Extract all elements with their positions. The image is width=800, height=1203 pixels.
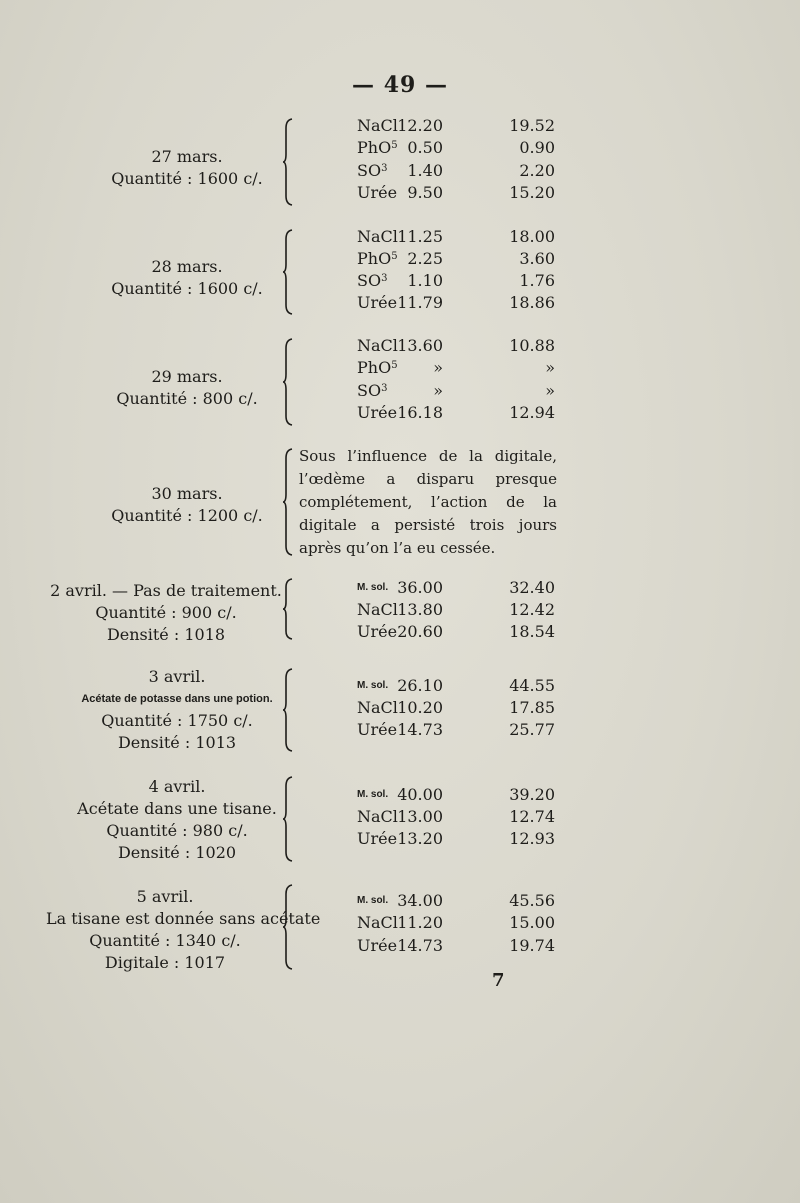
- entry-date: 5 avril.: [136, 887, 194, 906]
- entry-density: Densité : 1020: [117, 843, 237, 862]
- entry-treatment: La tisane est donnée sans acétate: [46, 909, 321, 928]
- row-value-2: »: [545, 358, 555, 377]
- row-value-2: 3.60: [519, 249, 555, 268]
- row-value-1: 13.60: [397, 336, 443, 355]
- entry-27-mars-label: [92, 146, 282, 190]
- row-value-2: 39.20: [509, 785, 555, 804]
- row-value-2: 2.20: [519, 161, 555, 180]
- entry-quantity: Quantité : 900 c/.: [95, 603, 237, 622]
- entry-quantity: Quantité : 800 c/.: [116, 389, 258, 408]
- brace: [282, 229, 294, 315]
- brace: [282, 668, 294, 752]
- row-label: M. sol.: [357, 789, 389, 800]
- entry-date: 28 mars.: [151, 257, 223, 276]
- row-value-2: 17.85: [509, 698, 555, 717]
- entry-2-avril-label: [48, 580, 284, 646]
- entry-treatment: Acétate dans une tisane.: [77, 799, 277, 818]
- row-label: NaCl: [357, 913, 398, 932]
- row-label: NaCl: [357, 336, 398, 355]
- row-value-2: 15.00: [509, 913, 555, 932]
- entry-date: 3 avril.: [148, 667, 206, 686]
- entry-28-mars-label: [92, 256, 282, 300]
- row-value-2: 25.77: [509, 720, 555, 739]
- row-value-2: 1.76: [519, 271, 555, 290]
- row-value-1: 11.25: [397, 227, 443, 246]
- row-value-1: 36.00: [397, 578, 443, 597]
- table-row: [357, 599, 555, 621]
- entry-4-avril-label: [70, 776, 284, 864]
- row-label: NaCl: [357, 116, 398, 135]
- row-label: $SO^3$: [357, 161, 388, 180]
- row-value-2: 44.55: [509, 676, 555, 695]
- row-label: M. sol.: [357, 895, 389, 906]
- row-value-2: 12.94: [509, 403, 555, 422]
- entry-density: Densité : 1013: [117, 733, 237, 752]
- entry-5-avril-label: [46, 886, 321, 974]
- row-value-2: 45.56: [509, 891, 555, 910]
- row-label: Urée: [357, 829, 398, 848]
- row-value-1: 10.20: [397, 698, 443, 717]
- entry-quantity: Quantité : 1600 c/.: [111, 279, 263, 298]
- table-row: [357, 719, 555, 741]
- row-label: Urée: [357, 936, 398, 955]
- table-row: [357, 137, 555, 159]
- table-row: [357, 402, 555, 424]
- row-value-2: 12.42: [509, 600, 555, 619]
- entry-quantity: Quantité : 1600 c/.: [111, 169, 263, 188]
- row-value-2: 18.00: [509, 227, 555, 246]
- row-value-1: 16.18: [397, 403, 443, 422]
- row-label: NaCl: [357, 807, 398, 826]
- entry-quantity: Quantité : 1340 c/.: [89, 931, 241, 950]
- entry-density: Densité : 1018: [106, 625, 226, 644]
- row-label: Urée: [357, 622, 398, 641]
- row-value-2: 32.40: [509, 578, 555, 597]
- entry-date: 30 mars.: [151, 484, 223, 503]
- row-value-1: 13.20: [397, 829, 443, 848]
- table-row: [357, 160, 555, 182]
- brace: [282, 118, 294, 206]
- brace: [282, 578, 294, 640]
- row-value-1: 12.20: [397, 116, 443, 135]
- row-value-1: 20.60: [397, 622, 443, 641]
- observation-note: Sous l’influence de la digitale, l’œdème a disparu presque complétement, l’action de la digitale a persisté trois jours après qu’on l’a eu cessée.: [299, 447, 557, 557]
- row-value-2: »: [545, 381, 555, 400]
- row-label: $SO^3$: [357, 271, 388, 290]
- row-value-1: 34.00: [397, 891, 443, 910]
- table-row: [357, 335, 555, 357]
- entry-date: 29 mars.: [151, 367, 223, 386]
- row-value-2: 18.86: [509, 293, 555, 312]
- row-value-1: 40.00: [397, 785, 443, 804]
- row-value-2: 12.74: [509, 807, 555, 826]
- table-row: [357, 115, 555, 137]
- row-value-1: 14.73: [397, 936, 443, 955]
- row-label: Urée: [357, 183, 398, 202]
- table-row: [357, 890, 555, 912]
- brace: [282, 338, 294, 426]
- row-label: Urée: [357, 293, 398, 312]
- row-label: PhO$^5$: [357, 249, 398, 268]
- table-row: [357, 270, 555, 292]
- table-row: [357, 292, 555, 314]
- row-value-1: 26.10: [397, 676, 443, 695]
- row-label: Urée: [357, 720, 398, 739]
- row-value-2: 0.90: [519, 138, 555, 157]
- row-value-1: 14.73: [397, 720, 443, 739]
- table-row: [357, 806, 555, 828]
- table-row: [357, 784, 555, 806]
- row-label: PhO$^5$: [357, 358, 398, 377]
- table-row: [357, 675, 555, 697]
- row-value-2: 18.54: [509, 622, 555, 641]
- table-row: [357, 182, 555, 204]
- row-label: M. sol.: [357, 582, 389, 593]
- entry-date: 2 avril. — Pas de traitement.: [50, 581, 282, 600]
- entry-quantity: Quantité : 1750 c/.: [101, 711, 253, 730]
- table-row: [357, 912, 555, 934]
- row-label: NaCl: [357, 227, 398, 246]
- table-row: [357, 248, 555, 270]
- table-row: [357, 697, 555, 719]
- row-label: NaCl: [357, 600, 398, 619]
- table-row: [357, 828, 555, 850]
- entry-treatment: Acétate de potasse dans une potion.: [81, 693, 273, 705]
- row-value-1: 11.20: [397, 913, 443, 932]
- row-value-2: 10.88: [509, 336, 555, 355]
- row-value-1: »: [433, 358, 443, 377]
- row-value-1: 1.10: [407, 271, 443, 290]
- row-label: NaCl: [357, 698, 398, 717]
- entry-quantity: Quantité : 1200 c/.: [111, 506, 263, 525]
- row-label: Urée: [357, 403, 398, 422]
- row-value-2: 19.74: [509, 936, 555, 955]
- row-value-1: 2.25: [407, 249, 443, 268]
- table-row: [357, 935, 555, 957]
- row-value-1: 0.50: [407, 138, 443, 157]
- table-row: [357, 621, 555, 643]
- row-value-2: 19.52: [509, 116, 555, 135]
- table-row: [357, 577, 555, 599]
- row-value-1: 13.00: [397, 807, 443, 826]
- table-row: [357, 357, 555, 379]
- entry-3-avril-label: [70, 666, 284, 754]
- entry-quantity: Quantité : 980 c/.: [106, 821, 248, 840]
- row-value-2: 12.93: [509, 829, 555, 848]
- footer-signature-number: 7: [492, 970, 505, 991]
- entry-29-mars-label: [92, 366, 282, 410]
- brace: [282, 776, 294, 862]
- row-value-2: 15.20: [509, 183, 555, 202]
- row-value-1: »: [433, 381, 443, 400]
- row-value-1: 1.40: [407, 161, 443, 180]
- table-row: [357, 226, 555, 248]
- brace: [282, 884, 294, 970]
- entry-date: 27 mars.: [151, 147, 223, 166]
- row-value-1: 9.50: [407, 183, 443, 202]
- page-number: — 49 —: [352, 72, 448, 98]
- row-label: $SO^3$: [357, 381, 388, 400]
- brace: [282, 448, 294, 556]
- row-label: M. sol.: [357, 680, 389, 691]
- table-row: [357, 380, 555, 402]
- row-value-1: 11.79: [397, 293, 443, 312]
- entry-digitale: Digitale : 1017: [104, 953, 226, 972]
- row-value-1: 13.80: [397, 600, 443, 619]
- row-label: PhO$^5$: [357, 138, 398, 157]
- entry-30-mars-label: [92, 483, 282, 527]
- entry-date: 4 avril.: [148, 777, 206, 796]
